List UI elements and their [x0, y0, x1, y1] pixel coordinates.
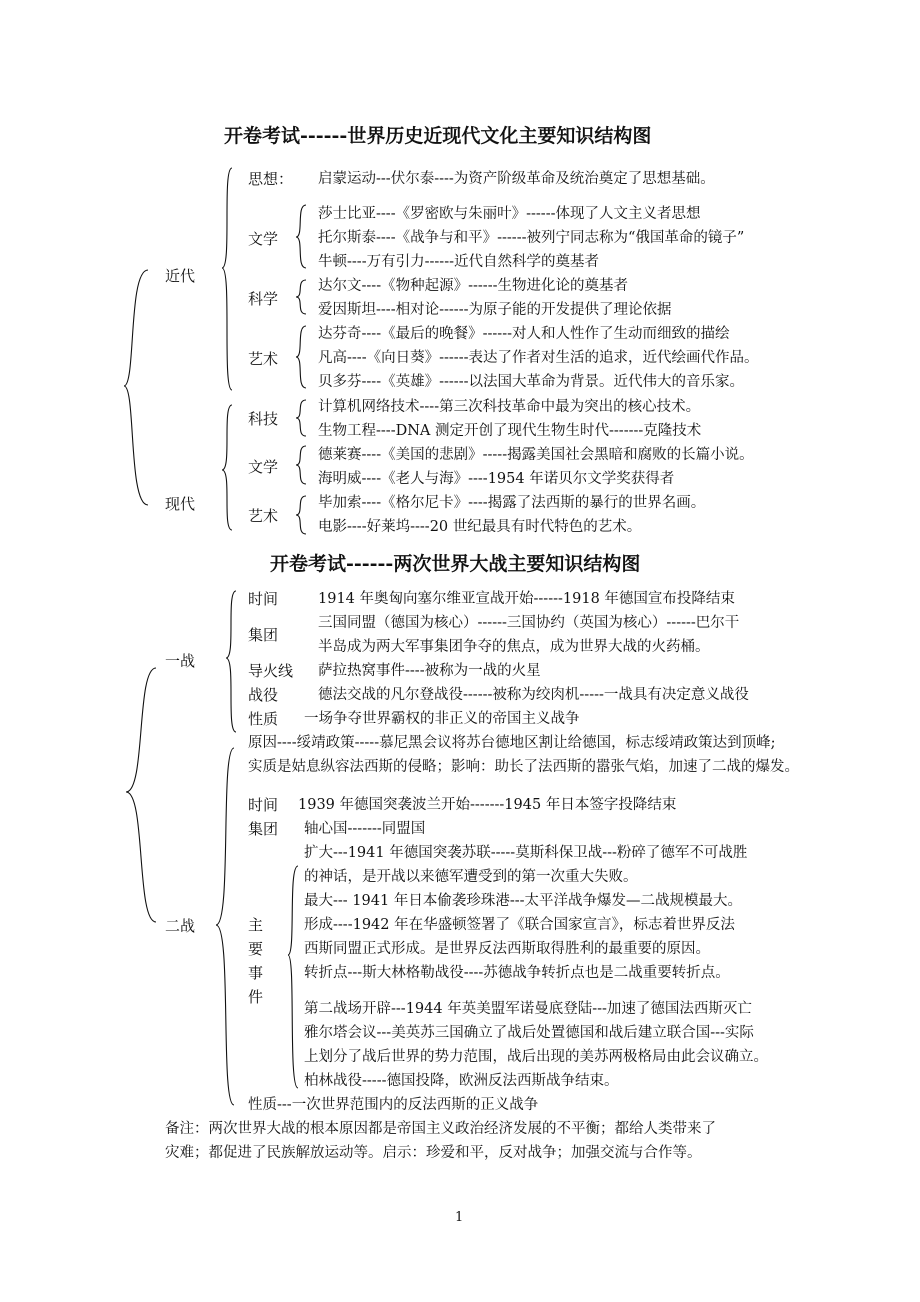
brace-culture-outer [124, 270, 148, 505]
ww2-events-label-char: 件 [248, 988, 264, 1006]
brace-ww1 [226, 591, 236, 732]
ww1-fuse-label: 导火线 [248, 662, 294, 680]
ww2-event-line: 形成----1942 年在华盛顿签署了《联合国家宣言》，标志着世界反法 [304, 917, 735, 933]
ww2-event-line: 西斯同盟正式形成。是世界反法西斯取得胜利的最重要的原因。 [304, 941, 710, 957]
brace-m-sci [296, 280, 306, 314]
ww2-events-label-char: 主 [248, 916, 264, 934]
brace-ww2 [216, 748, 234, 1105]
ww1-battle-label: 战役 [248, 686, 279, 704]
contemporary-tech-item: 计算机网络技术----第三次科技革命中最为突出的核心技术。 [318, 399, 701, 415]
ww2-event-line: 柏林战役-----德国投降，欧洲反法西斯战争结束。 [304, 1073, 619, 1089]
ww2-events-label-char: 要 [248, 940, 264, 958]
ww2-event-line: 的神话，是开战以来德军遭受到的第一次重大失败。 [304, 869, 638, 885]
ww2-time-label: 时间 [248, 796, 279, 814]
ww2-nature-text: 性质---一次世界范围内的反法西斯的正义战争 [248, 1097, 539, 1113]
brace-c-tech [296, 400, 306, 436]
contemporary-art-label: 艺术 [248, 507, 279, 525]
brace-wars-outer [126, 668, 156, 922]
brace-c-lit [296, 446, 306, 484]
page-number: 1 [455, 1210, 464, 1225]
modern-science-label: 科学 [248, 290, 279, 308]
modern-literature-item: 托尔斯泰----《战争与和平》------被列宁同志称为“俄国革命的镜子” [318, 230, 745, 246]
ww2-event-line: 上划分了战后世界的势力范围，战后出现的美苏两极格局由此会议确立。 [304, 1049, 768, 1065]
contemporary-tech-item: 生物工程----DNA 测定开创了现代生物生时代-------克隆技术 [318, 423, 702, 439]
ww2-time-text: 1939 年德国突袭波兰开始-------1945 年日本签字投降结束 [298, 797, 677, 813]
modern-art-item: 贝多芬----《英雄》------以法国大革命为背景。近代伟大的音乐家。 [318, 374, 744, 390]
brace-m-lit [296, 205, 306, 268]
brace-ww2-events [288, 866, 298, 1088]
modern-label: 近代 [165, 267, 196, 285]
modern-science-item: 达尔文----《物种起源》------生物进化论的奠基者 [318, 278, 628, 294]
modern-literature-item: 莎士比亚----《罗密欧与朱丽叶》------体现了人文主义者思想 [318, 206, 701, 222]
ww1-label: 一战 [165, 652, 196, 670]
brace-c-art [296, 496, 306, 534]
thought-label: 思想： [248, 170, 294, 188]
ww2-event-line: 转折点---斯大林格勒战役----苏德战争转折点也是二战重要转折点。 [304, 965, 730, 981]
ww2-cause-line: 实质是姑息纵容法西斯的侵略；影响：助长了法西斯的嚣张气焰，加速了二战的爆发。 [248, 759, 799, 775]
contemporary-literature-item: 德莱赛----《美国的悲剧》-----揭露美国社会黑暗和腐败的长篇小说。 [318, 447, 754, 463]
contemporary-literature-label: 文学 [248, 458, 279, 476]
ww1-battle-text: 德法交战的凡尔登战役------被称为绞肉机-----一战具有决定意义战役 [318, 687, 749, 703]
ww1-nature-label: 性质 [248, 710, 279, 728]
contemporary-art-item: 电影----好莱坞----20 世纪最具有时代特色的艺术。 [318, 519, 642, 535]
modern-literature-item: 牛顿----万有引力------近代自然科学的奠基者 [318, 254, 599, 270]
brace-m-art [296, 326, 306, 388]
ww1-fuse-text: 萨拉热窝事件----被称为一战的火星 [318, 663, 541, 679]
brace-contemporary [222, 405, 232, 530]
ww1-time-text: 1914 年奥匈向塞尔维亚宣战开始------1918 年德国宣布投降结束 [318, 591, 735, 607]
ww1-bloc-label: 集团 [248, 626, 279, 644]
ww2-bloc-text: 轴心国-------同盟国 [304, 821, 426, 837]
ww2-bloc-label: 集团 [248, 820, 279, 838]
contemporary-label: 现代 [165, 495, 196, 513]
ww2-label: 二战 [165, 917, 196, 935]
brace-modern [222, 168, 232, 390]
ww2-event-line: 雅尔塔会议---美英苏三国确立了战后处置德国和战后建立联合国---实际 [304, 1025, 754, 1041]
ww2-event-line: 最大--- 1941 年日本偷袭珍珠港---太平洋战争爆发—二战规模最大。 [304, 893, 743, 909]
modern-literature-label: 文学 [248, 230, 279, 248]
modern-art-item: 达芬奇----《最后的晚餐》------对人和人性作了生动而细致的描绘 [318, 326, 730, 342]
contemporary-tech-label: 科技 [248, 410, 279, 428]
thought-text: 启蒙运动---伏尔泰----为资产阶级革命及统治奠定了思想基础。 [318, 171, 715, 187]
ww1-time-label: 时间 [248, 590, 279, 608]
modern-art-label: 艺术 [248, 350, 279, 368]
ww1-bloc-text: 三国同盟（德国为核心）------三国协约（英国为核心）------巴尔干 [318, 615, 740, 631]
note-line: 备注：两次世界大战的根本原因都是帝国主义政治经济发展的不平衡；都给人类带来了 [165, 1121, 716, 1137]
modern-science-item: 爱因斯坦----相对论------为原子能的开发提供了理论依据 [318, 302, 672, 318]
ww1-bloc-text: 半岛成为两大军事集团争夺的焦点，成为世界大战的火药桶。 [318, 639, 710, 655]
note-line: 灾难；都促进了民族解放运动等。启示：珍爱和平，反对战争；加强交流与合作等。 [165, 1145, 702, 1161]
modern-art-item: 凡高----《向日葵》------表达了作者对生活的追求，近代绘画代作品。 [318, 350, 759, 366]
ww2-cause-line: 原因----绥靖政策-----慕尼黑会议将苏台德地区割让给德国，标志绥靖政策达到顶峰; [248, 735, 776, 751]
ww2-events-label-char: 事 [248, 964, 264, 982]
contemporary-literature-item: 海明威----《老人与海》----1954 年诺贝尔文学奖获得者 [318, 471, 675, 487]
culture-title: 开卷考试------世界历史近现代文化主要知识结构图 [224, 125, 652, 147]
ww1-nature-text: 一场争夺世界霸权的非正义的帝国主义战争 [304, 711, 580, 727]
contemporary-art-item: 毕加索----《格尔尼卡》----揭露了法西斯的暴行的世界名画。 [318, 495, 706, 511]
ww2-event-line: 第二战场开辟---1944 年英美盟军诺曼底登陆---加速了德国法西斯灭亡 [304, 1001, 752, 1017]
ww2-event-line: 扩大---1941 年德国突袭苏联-----莫斯科保卫战---粉碎了德军不可战胜 [304, 845, 748, 861]
wars-title: 开卷考试------两次世界大战主要知识结构图 [270, 553, 641, 575]
